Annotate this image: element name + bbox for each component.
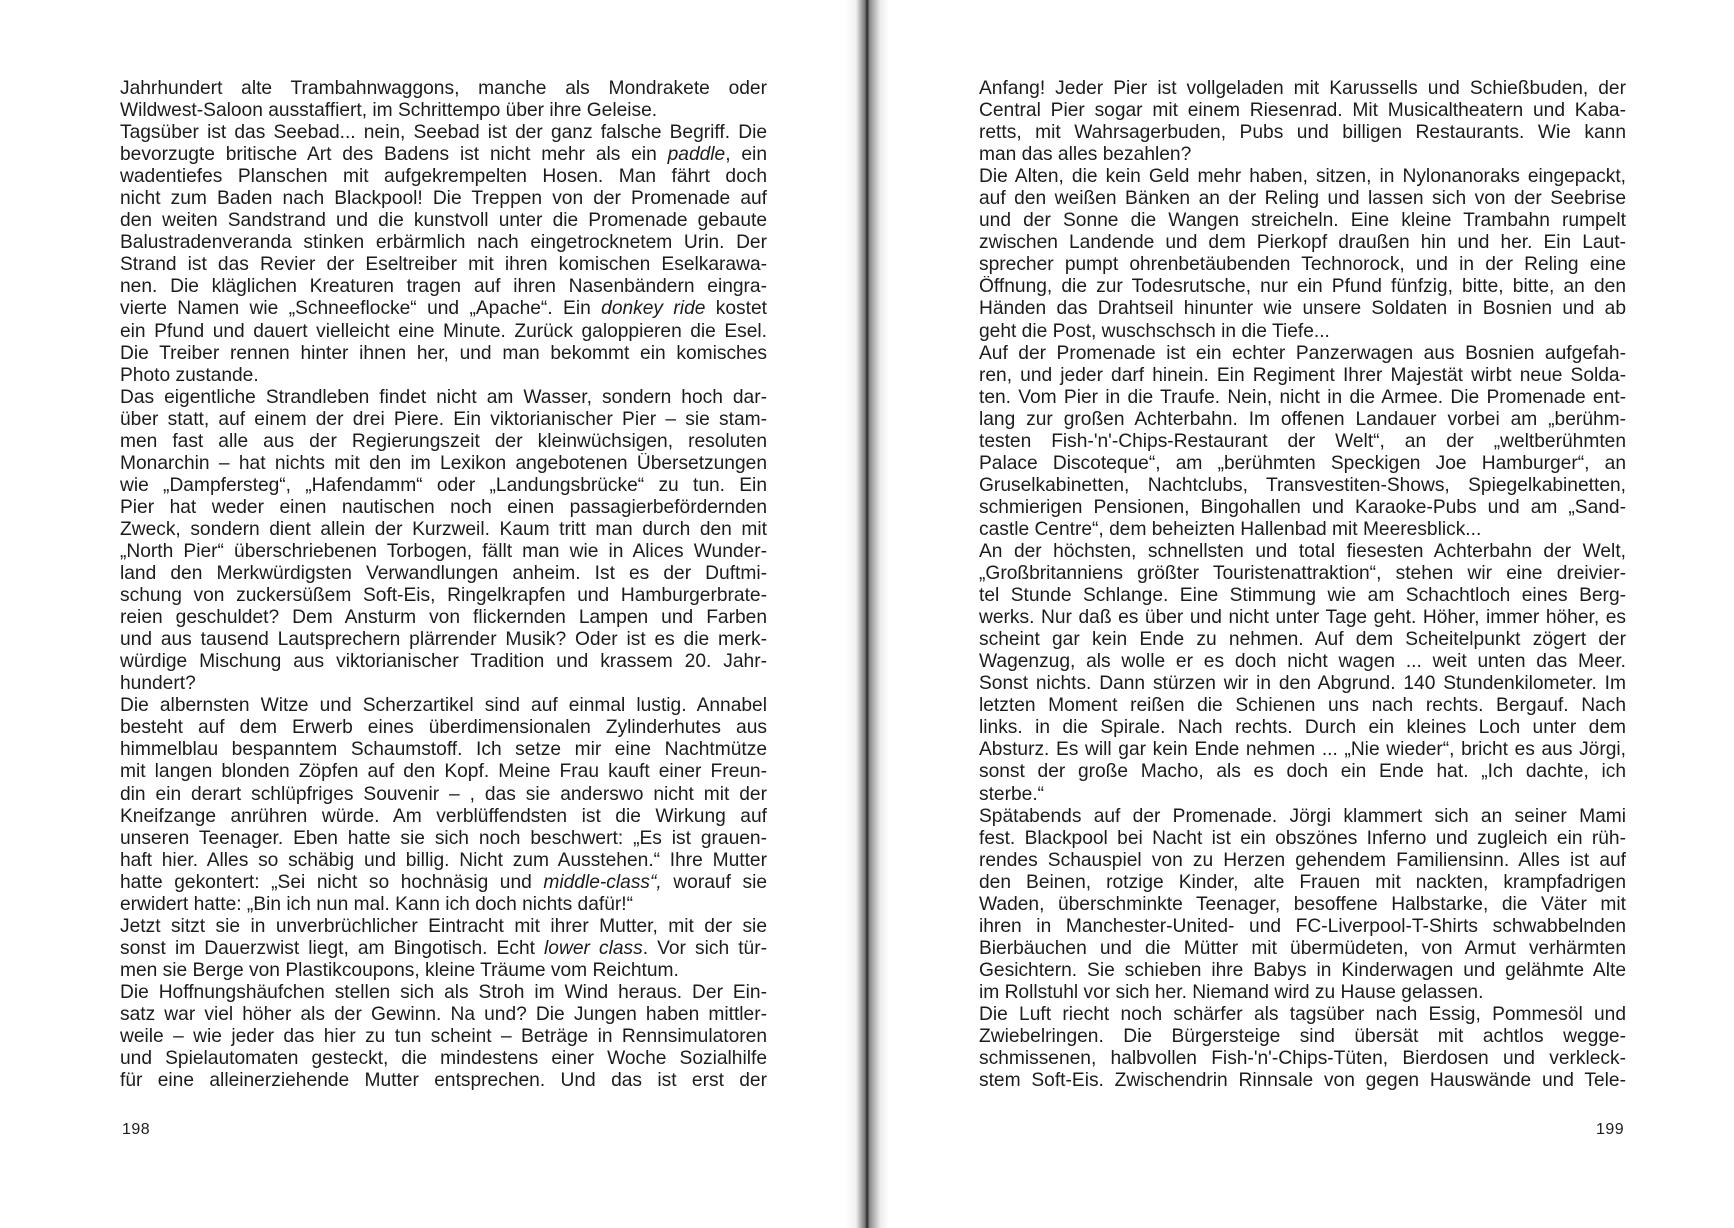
- line-text: Zwiebelringen. Die Bürgersteige sind übersät mit achtlos wegge-: [979, 1026, 1626, 1048]
- line-text: ihren in Manchester-United- und FC-Liverpool-T-Shirts schwabbelnden: [979, 915, 1626, 937]
- text-line: [120, 1048, 767, 1070]
- text-line: [979, 938, 1626, 960]
- text-line: [979, 321, 1626, 343]
- text-line: [120, 1070, 767, 1092]
- line-text: Zweck, sondern dient allein der Kurzweil. Kaum tritt man durch den mit: [120, 518, 767, 540]
- text-line: [120, 1004, 767, 1026]
- line-text-after: kostet: [705, 298, 767, 320]
- line-text: Palace Discoteque“, am „berühmten Speckigen Joe Hamburger“, an: [979, 452, 1626, 474]
- line-text: unseren Teenager. Eben hatte sie sich noch beschwert: „Es ist grauen-: [120, 827, 767, 849]
- text-line: [120, 872, 767, 894]
- line-text: zwischen Landende und dem Pierkopf draußen hin und her. Ein Laut-: [979, 232, 1626, 254]
- line-text: Die Luft riecht noch schärfer als tagsüber nach Essig, Pommesöl und: [979, 1003, 1626, 1025]
- text-line: [979, 695, 1626, 717]
- line-text: retts, mit Wahrsagerbuden, Pubs und billigen Restaurants. Wie kann: [979, 122, 1626, 144]
- line-text: land den Merkwürdigsten Verwandlungen anheim. Ist es der Duftmi-: [120, 563, 767, 585]
- line-text: mit langen blonden Zöpfen auf den Kopf. Meine Frau kauft einer Freun-: [120, 761, 767, 783]
- text-line: [120, 453, 767, 475]
- text-line: [979, 673, 1626, 695]
- line-text: bevorzugte britische Art des Badens ist nicht mehr als ein: [120, 144, 668, 166]
- line-text: Anfang! Jeder Pier ist vollgeladen mit Karussells und Schießbuden, der: [979, 78, 1626, 99]
- text-line: [979, 144, 1626, 166]
- line-text: wie „Dampfersteg“, „Hafendamm“ oder „Landungsbrücke“ zu tun. Ein: [120, 474, 767, 496]
- text-line: [979, 784, 1626, 806]
- line-text: men fast alle aus der Regierungszeit der kleinwüchsigen, resoluten: [120, 430, 767, 452]
- line-text: tel Stunde Schlange. Eine Stimmung wie am Schachtloch eines Berg-: [979, 585, 1626, 607]
- text-line: [979, 739, 1626, 761]
- italic-text: lower class: [544, 937, 643, 959]
- line-text: und Spielautomaten gesteckt, die mindestens einer Woche Sozialhilfe: [120, 1048, 767, 1070]
- line-text: Öffnung, die zur Todesrutsche, nur ein Pfund fünfzig, bitte, bitte, an den: [979, 276, 1626, 298]
- line-text: Sonst nichts. Dann stürzen wir in den Abgrund. 140 Stundenkilometer. Im: [979, 673, 1626, 695]
- text-line: [979, 210, 1626, 232]
- text-line: [979, 982, 1626, 1004]
- line-text: Händen das Drahtseil hinunter wie unsere Soldaten in Bosnien und ab: [979, 298, 1626, 320]
- text-line: [120, 431, 767, 453]
- left-page: [0, 0, 858, 1228]
- text-line: [979, 894, 1626, 916]
- line-text: sterbe.“: [979, 783, 1045, 805]
- text-line: [979, 431, 1626, 453]
- text-line: [979, 387, 1626, 409]
- line-text: Absturz. Es will gar kein Ende nehmen ... „Nie wieder“, bricht es aus Jörgi,: [979, 739, 1626, 761]
- text-line: [979, 188, 1626, 210]
- line-text: „North Pier“ überschriebenen Torbogen, fällt man wie in Alices Wunder-: [120, 540, 767, 562]
- text-line: [979, 585, 1626, 607]
- text-line: [120, 938, 767, 960]
- text-line: [120, 519, 767, 541]
- text-line: [979, 916, 1626, 938]
- text-line: [120, 188, 767, 210]
- line-text-after: . Vor sich tür-: [642, 937, 767, 959]
- text-line: [979, 541, 1626, 563]
- text-line: [120, 784, 767, 806]
- line-text: hatte gekontert: „Sei nicht so hochnäsig und: [120, 871, 544, 893]
- line-text: nicht zum Baden nach Blackpool! Die Treppen von der Promenade auf: [120, 188, 767, 210]
- text-line: [120, 497, 767, 519]
- right-page: [876, 0, 1734, 1228]
- line-text: und der Sonne die Wangen streicheln. Eine kleine Trambahn rumpelt: [979, 210, 1626, 232]
- text-line: [979, 78, 1626, 100]
- right-page-number: 199: [1596, 1121, 1625, 1138]
- line-text: Jahrhundert alte Trambahnwaggons, manche als Mondrakete oder: [120, 78, 767, 99]
- text-line: [979, 100, 1626, 122]
- text-line: [120, 276, 767, 298]
- line-text-after: worauf sie: [661, 871, 767, 893]
- line-text: würdige Mischung aus viktorianischer Tradition und krassem 20. Jahr-: [120, 651, 767, 673]
- text-line: [979, 519, 1626, 541]
- italic-text: middle-class“,: [543, 871, 662, 893]
- text-line: [979, 872, 1626, 894]
- line-text: hundert?: [120, 673, 196, 695]
- line-text: sonst der große Macho, als es doch ein Ende hat. „Ich dachte, ich: [979, 761, 1626, 783]
- line-text: besteht auf dem Erwerb eines überdimensionalen Zylinderhutes aus: [120, 717, 767, 739]
- text-line: [120, 387, 767, 409]
- line-text: Waden, überschminkte Teenager, besoffene Halbstarke, die Väter mit: [979, 893, 1626, 915]
- line-text: den weiten Sandstrand und die kunstvoll unter die Promenade gebaute: [120, 210, 767, 232]
- line-text: über statt, auf einem der drei Piere. Ein viktorianischer Pier – sie stam-: [120, 408, 767, 430]
- line-text: Die albernsten Witze und Scherzartikel sind auf einmal lustig. Annabel: [120, 695, 767, 717]
- text-line: [120, 298, 767, 320]
- text-line: [120, 850, 767, 872]
- text-line: [120, 122, 767, 144]
- line-text: Photo zustande.: [120, 364, 259, 386]
- line-text: rendes Schauspiel von zu Herzen gehendem Familiensinn. Alles ist auf: [979, 849, 1626, 871]
- line-text: Central Pier sogar mit einem Riesenrad. Mit Musicaltheatern und Kaba-: [979, 100, 1626, 122]
- text-line: [979, 232, 1626, 254]
- text-line: [120, 210, 767, 232]
- text-line: [979, 497, 1626, 519]
- text-line: [979, 850, 1626, 872]
- text-line: [120, 717, 767, 739]
- text-line: [979, 1048, 1626, 1070]
- line-text: und aus tausend Lautsprechern plärrender Musik? Oder ist es die merk-: [120, 629, 767, 651]
- left-page-number: 198: [122, 1121, 151, 1138]
- text-line: [979, 1004, 1626, 1026]
- line-text: fest. Blackpool bei Nacht ist ein obszönes Inferno und zugleich ein rüh-: [979, 827, 1626, 849]
- text-line: [979, 960, 1626, 982]
- line-text: sprecher pumpt ohrenbetäubenden Technorock, und in der Reling eine: [979, 254, 1626, 276]
- line-text: letzten Moment reißen die Schienen uns nach rechts. Bergauf. Nach: [979, 695, 1626, 717]
- text-line: [120, 761, 767, 783]
- text-line: [120, 475, 767, 497]
- text-line: [120, 100, 767, 122]
- text-line: [120, 232, 767, 254]
- line-text: Pier hat weder einen nautischen noch einen passagierbefördernden: [120, 496, 767, 518]
- line-text: satz war viel höher als der Gewinn. Na und? Die Jungen haben mittler-: [120, 1003, 767, 1025]
- line-text: lang zur großen Achterbahn. Im offenen Landauer vorbei am „berühm-: [979, 408, 1626, 430]
- line-text: Die Alten, die kein Geld mehr haben, sitzen, in Nylonanoraks eingepackt,: [979, 166, 1626, 188]
- line-text: Das eigentliche Strandleben findet nicht am Wasser, sondern hoch dar-: [120, 386, 767, 408]
- line-text-after: , ein: [725, 144, 767, 166]
- text-line: [979, 475, 1626, 497]
- text-line: [120, 960, 767, 982]
- line-text: Kneifzange anrühren würde. Am verblüffendsten ist die Wirkung auf: [120, 805, 767, 827]
- text-line: [120, 982, 767, 1004]
- text-line: [979, 343, 1626, 365]
- text-line: [120, 541, 767, 563]
- line-text: ten. Vom Pier in die Traufe. Nein, nicht in die Armee. Die Promenade ent-: [979, 386, 1626, 408]
- line-text: vierte Namen wie „Schneeflocke“ und „Apache“. Ein: [120, 298, 602, 320]
- text-line: [120, 651, 767, 673]
- line-text: schung von zuckersüßem Soft-Eis, Ringelkrapfen und Hamburgerbrate-: [120, 585, 767, 607]
- right-page-text: [979, 78, 1626, 1092]
- text-line: [120, 254, 767, 276]
- text-line: [979, 717, 1626, 739]
- line-text: testen Fish-'n'-Chips-Restaurant der Welt“, an der „weltberühmten: [979, 430, 1626, 452]
- text-line: [979, 607, 1626, 629]
- line-text: Die Treiber rennen hinter ihnen her, und man bekommt ein komisches: [120, 342, 767, 364]
- line-text: erwidert hatte: „Bin ich nun mal. Kann ich doch nichts dafür!“: [120, 893, 633, 915]
- text-line: [979, 806, 1626, 828]
- line-text: „Großbritanniens größter Touristenattraktion“, stehen wir eine dreivier-: [979, 563, 1626, 585]
- text-line: [120, 144, 767, 166]
- text-line: [979, 1070, 1626, 1092]
- text-line: [120, 585, 767, 607]
- text-line: [120, 828, 767, 850]
- italic-text: paddle: [667, 144, 726, 166]
- line-text: Balustradenveranda stinken erbärmlich nach eingetrocknetem Urin. Der: [120, 232, 767, 254]
- line-text: Strand ist das Revier der Eseltreiber mit ihren komischen Eselkarawa-: [120, 254, 767, 276]
- line-text: stem Soft-Eis. Zwischendrin Rinnsale von gegen Hauswände und Tele-: [979, 1070, 1626, 1092]
- text-line: [120, 1026, 767, 1048]
- line-text: men sie Berge von Plastikcoupons, kleine Träume vom Reichtum.: [120, 959, 679, 981]
- text-line: [979, 276, 1626, 298]
- text-line: [979, 453, 1626, 475]
- text-line: [979, 1026, 1626, 1048]
- line-text: himmelblau bespanntem Schaumstoff. Ich setze mir eine Nachtmütze: [120, 739, 767, 761]
- text-line: [979, 298, 1626, 320]
- text-line: [120, 563, 767, 585]
- text-line: [120, 916, 767, 938]
- italic-text: donkey ride: [601, 298, 706, 320]
- line-text: geht die Post, wuschschsch in die Tiefe...: [979, 320, 1330, 342]
- line-text: din ein derart schlüpfriges Souvenir – , das sie anderswo nicht mit der: [120, 783, 767, 805]
- text-line: [120, 894, 767, 916]
- line-text: sonst im Dauerzwist liegt, am Bingotisch. Echt: [120, 937, 545, 959]
- text-line: [120, 321, 767, 343]
- line-text: ren, und jeder darf hinein. Ein Regiment Ihrer Majestät wirbt neue Solda-: [979, 364, 1626, 386]
- line-text: schmissenen, halbvollen Fish-'n'-Chips-Tüten, Bierdosen und verkleck-: [979, 1048, 1626, 1070]
- text-line: [979, 254, 1626, 276]
- line-text: für eine alleinerziehende Mutter entsprechen. Und das ist erst der: [120, 1070, 767, 1092]
- text-line: [979, 365, 1626, 387]
- text-line: [120, 695, 767, 717]
- line-text: auf den weißen Bänken an der Reling und lassen sich von der Seebrise: [979, 188, 1626, 210]
- line-text: werks. Nur daß es über und nicht unter Tage geht. Höher, immer höher, es: [979, 607, 1626, 629]
- line-text: scheint gar kein Ende zu nehmen. Auf dem Scheitelpunkt zögert der: [979, 629, 1626, 651]
- line-text: wadentiefes Planschen mit aufgekrempelten Hosen. Man fährt doch: [120, 166, 767, 188]
- text-line: [120, 607, 767, 629]
- line-text: Monarchin – hat nichts mit den im Lexikon angebotenen Übersetzungen: [120, 452, 767, 474]
- text-line: [979, 761, 1626, 783]
- text-line: [979, 828, 1626, 850]
- left-page-text: [120, 78, 767, 1092]
- line-text: Wildwest-Saloon ausstaffiert, im Schrittempo über ihre Geleise.: [120, 100, 658, 122]
- line-text: ein Pfund und dauert vielleicht eine Minute. Zurück galoppieren die Esel.: [120, 320, 767, 342]
- text-line: [979, 651, 1626, 673]
- line-text: An der höchsten, schnellsten und total fiesesten Achterbahn der Welt,: [979, 540, 1626, 562]
- line-text: links. in die Spirale. Nach rechts. Durch ein kleines Loch unter dem: [979, 717, 1626, 739]
- line-text: Jetzt sitzt sie in unverbrüchlicher Eintracht mit ihrer Mutter, mit der sie: [120, 915, 767, 937]
- line-text: weile – wie jeder das hier zu tun scheint – Beträge in Rennsimulatoren: [120, 1026, 767, 1048]
- text-line: [120, 78, 767, 100]
- text-line: [120, 166, 767, 188]
- text-line: [120, 739, 767, 761]
- text-line: [979, 629, 1626, 651]
- line-text: Die Hoffnungshäufchen stellen sich als Stroh im Wind heraus. Der Ein-: [120, 981, 767, 1003]
- line-text: haft hier. Alles so schäbig und billig. Nicht zum Ausstehen.“ Ihre Mutter: [120, 849, 767, 871]
- line-text: nen. Die kläglichen Kreaturen tragen auf ihren Nasenbändern eingra-: [120, 276, 767, 298]
- line-text: Gesichtern. Sie schieben ihre Babys in Kinderwagen und gelähmte Alte: [979, 959, 1626, 981]
- text-line: [120, 409, 767, 431]
- line-text: Spätabends auf der Promenade. Jörgi klammert sich an seiner Mami: [979, 805, 1626, 827]
- text-line: [979, 409, 1626, 431]
- line-text: man das alles bezahlen?: [979, 144, 1192, 166]
- line-text: Auf der Promenade ist ein echter Panzerwagen aus Bosnien aufgefah-: [979, 342, 1626, 364]
- text-line: [120, 365, 767, 387]
- text-line: [120, 673, 767, 695]
- line-text: schmierigen Pensionen, Bingohallen und Karaoke-Pubs und am „Sand-: [979, 496, 1626, 518]
- text-line: [120, 629, 767, 651]
- text-line: [979, 166, 1626, 188]
- line-text: den Beinen, rotzige Kinder, alte Frauen mit nackten, krampfadrigen: [979, 871, 1626, 893]
- text-line: [979, 563, 1626, 585]
- line-text: im Rollstuhl vor sich her. Niemand wird zu Hause gelassen.: [979, 981, 1484, 1003]
- text-line: [120, 806, 767, 828]
- line-text: castle Centre“, dem beheizten Hallenbad mit Meeresblick...: [979, 518, 1482, 540]
- line-text: Bierbäuchen und die Mütter mit übermüdeten, von Armut verhärmten: [979, 937, 1626, 959]
- line-text: reien geschuldet? Dem Ansturm von flickernden Lampen und Farben: [120, 607, 767, 629]
- line-text: Gruselkabinetten, Nachtclubs, Transvestiten-Shows, Spiegelkabinetten,: [979, 474, 1626, 496]
- text-line: [120, 343, 767, 365]
- line-text: Tagsüber ist das Seebad... nein, Seebad ist der ganz falsche Begriff. Die: [120, 122, 767, 144]
- line-text: Wagenzug, als wolle er es doch nicht wagen ... weit unten das Meer.: [979, 651, 1626, 673]
- text-line: [979, 122, 1626, 144]
